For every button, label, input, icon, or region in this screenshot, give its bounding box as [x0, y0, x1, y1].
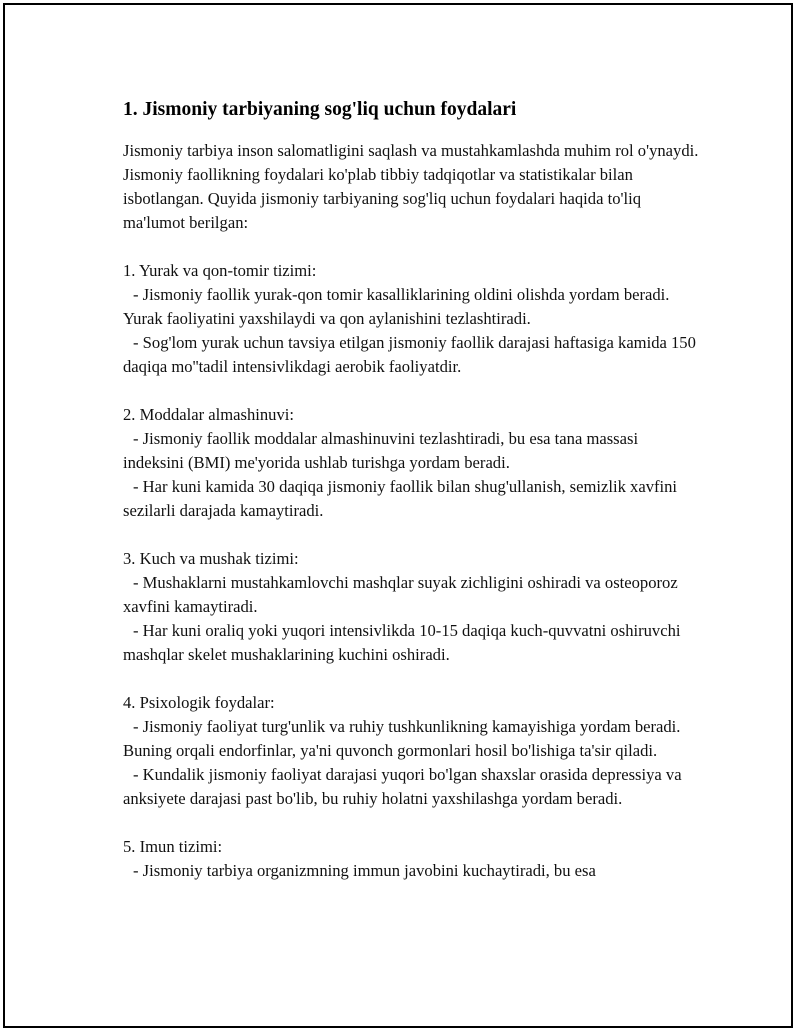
section-heading: 5. Imun tizimi: — [123, 837, 223, 856]
section-heart — [123, 259, 703, 379]
bullet-item: - Sog'lom yurak uchun tavsiya etilgan jismoniy faollik darajasi haftasiga kamida 150 daqiqa mo''tadil intensivlikdagi aerobik faoliyatdir. — [123, 333, 696, 376]
section-muscle — [123, 547, 703, 667]
bullet-item: - Kundalik jismoniy faoliyat darajasi yuqori bo'lgan shaxslar orasida depressiya va anksiyete darajasi past bo'lib, bu ruhiy holatni yaxshilashga yordam beradi. — [123, 765, 682, 808]
section-metabolism — [123, 403, 703, 523]
bullet-item: - Jismoniy faollik moddalar almashinuvini tezlashtiradi, bu esa tana massasi indeksini (BMI) me'yorida ushlab turishga yordam beradi. — [123, 429, 639, 472]
section-immune — [123, 835, 703, 883]
page-frame — [3, 3, 793, 1028]
section-heading: 2. Moddalar almashinuvi: — [123, 405, 294, 424]
section-heading: 3. Kuch va mushak tizimi: — [123, 549, 299, 568]
section-heading: 4. Psixologik foydalar: — [123, 693, 275, 712]
document-title: 1. Jismoniy tarbiyaning sog'liq uchun foydalari — [123, 99, 517, 120]
bullet-item: - Har kuni kamida 30 daqiqa jismoniy faollik bilan shug'ullanish, semizlik xavfini sezilarli darajada kamaytiradi. — [123, 477, 678, 520]
bullet-item: - Jismoniy faollik yurak-qon tomir kasalliklarining oldini olishda yordam beradi. Yurak faoliyatini yaxshilaydi va qon aylanishini tezlashtiradi. — [123, 285, 670, 328]
bullet-item: - Jismoniy faoliyat turg'unlik va ruhiy tushkunlikning kamayishiga yordam beradi. Buning orqali endorfinlar, ya'ni quvonch gormonlari hosil bo'lishiga ta'sir qiladi. — [123, 717, 681, 760]
section-psychology — [123, 691, 703, 811]
bullet-item: - Jismoniy tarbiya organizmning immun javobini kuchaytiradi, bu esa — [133, 861, 596, 880]
section-heading: 1. Yurak va qon-tomir tizimi: — [123, 261, 317, 280]
bullet-item: - Mushaklarni mustahkamlovchi mashqlar suyak zichligini oshiradi va osteoporoz xavfini kamaytiradi. — [123, 573, 678, 616]
document-body — [123, 97, 703, 883]
intro-paragraph: Jismoniy tarbiya inson salomatligini saqlash va mustahkamlashda muhim rol o'ynaydi. Jismoniy faollikning foydalari ko'plab tibbiy tadqiqotlar va statistikalar bilan isbotlangan. Quyida jismoniy tarbiyaning sog'liq uchun foydalari haqida to'liq ma'lumot berilgan: — [123, 141, 699, 232]
bullet-item: - Har kuni oraliq yoki yuqori intensivlikda 10-15 daqiqa kuch-quvvatni oshiruvchi mashqlar skelet mushaklarining kuchini oshiradi. — [123, 621, 681, 664]
